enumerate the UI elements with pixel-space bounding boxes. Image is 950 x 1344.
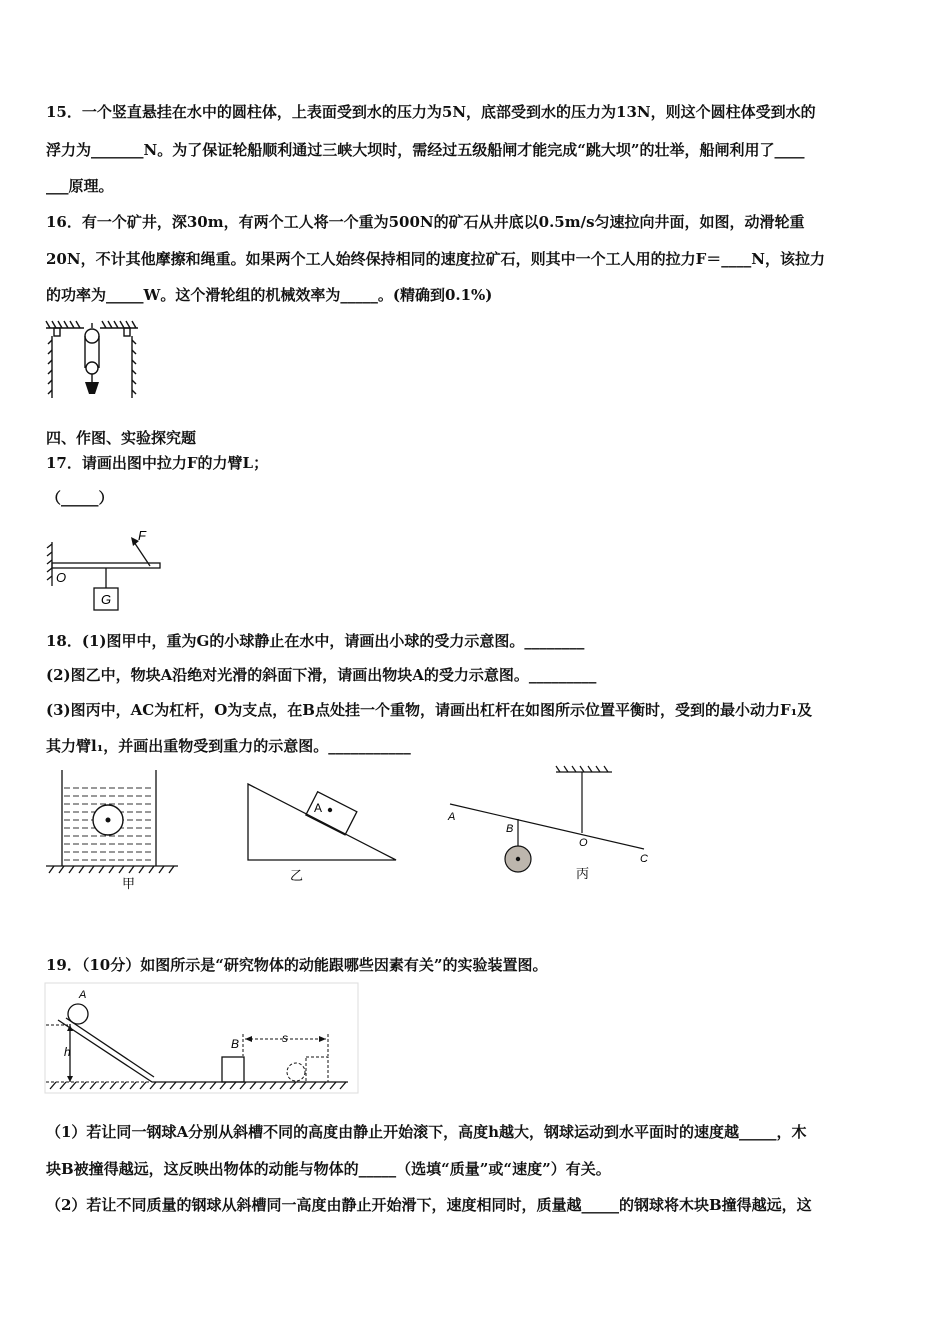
label-jia: 甲 bbox=[122, 876, 136, 891]
block-b-label: B bbox=[231, 1037, 240, 1051]
q16-line1: 16．有一个矿井，深30m，有两个工人将一个重为500N的矿石从井底以0.5m/s匀速拉向井面，如图，动滑轮重 bbox=[46, 213, 805, 231]
label-bing: 丙 bbox=[576, 866, 590, 881]
kinetic-energy-figure bbox=[44, 982, 362, 1098]
point-o: O bbox=[579, 837, 588, 849]
q17-line1: 17．请画出图中拉力F的力臂L； bbox=[46, 454, 269, 472]
distance-label: s bbox=[282, 1031, 288, 1045]
section-title: 四、作图、实验探究题 bbox=[46, 429, 197, 447]
height-label: h bbox=[64, 1045, 71, 1059]
figure-jia bbox=[44, 766, 180, 894]
q19-sub1-line2: 块B被撞得越远，这反映出物体的动能与物体的_____（选填“质量”或“速度”）有关。 bbox=[46, 1160, 611, 1178]
q19-line1: 19．（10分）如图所示是“研究物体的动能跟哪些因素有关”的实验装置图。 bbox=[46, 956, 548, 974]
point-a: A bbox=[448, 811, 456, 823]
block-a-label: A bbox=[314, 801, 323, 815]
q18-line4: 其力臂l₁，并画出重物受到重力的示意图。___________ bbox=[46, 737, 411, 755]
q19-sub1-line1: （1）若让同一钢球A分别从斜槽不同的高度由静止开始滚下，高度h越大，钢球运动到水平面时的速度越_____，木 bbox=[46, 1123, 807, 1141]
force-label: F bbox=[138, 528, 146, 543]
q18-line3: (3)图丙中，AC为杠杆，O为支点，在B点处挂一个重物，请画出杠杆在如图所示位置平衡时，受到的最小动力F₁及 bbox=[46, 701, 813, 719]
weight-label: G bbox=[101, 592, 112, 607]
q19-sub2-line1: （2）若让不同质量的钢球从斜槽同一高度由静止开始滑下，速度相同时，质量越_____的钢球将木块B撞得越远，这 bbox=[46, 1196, 812, 1214]
q15-line2: 浮力为_______N。为了保证轮船顺利通过三峡大坝时，需经过五级船闸才能完成“跳大坝”的壮举，船闸利用了____ bbox=[46, 141, 805, 159]
ball-a-label: A bbox=[79, 989, 87, 1001]
q16-line3: 的功率为_____W。这个滑轮组的机械效率为_____。(精确到0.1%) bbox=[46, 286, 493, 304]
q16-line2: 20N，不计其他摩擦和绳重。如果两个工人始终保持相同的速度拉矿石，则其中一个工人用的拉力F＝____N，该拉力 bbox=[46, 250, 825, 268]
figure-bing bbox=[442, 764, 658, 886]
q18-line2: (2)图乙中，物块A沿绝对光滑的斜面下滑，请画出物块A的受力示意图。_________ bbox=[46, 666, 597, 684]
pulley-figure bbox=[44, 318, 140, 400]
q18-line1: 18．(1)图甲中，重为G的小球静止在水中，请画出小球的受力示意图。________ bbox=[46, 632, 585, 650]
point-c: C bbox=[640, 853, 648, 865]
q15-line1: 15．一个竖直悬挂在水中的圆柱体，上表面受到水的压力为5N，底部受到水的压力为13N，则这个圆柱体受到水的 bbox=[46, 103, 816, 121]
q15-line3: ___原理。 bbox=[46, 177, 114, 195]
figure-yi bbox=[244, 780, 402, 886]
q17-line2: （_____） bbox=[46, 489, 114, 507]
point-b: B bbox=[506, 823, 514, 835]
label-yi: 乙 bbox=[290, 868, 304, 883]
lever-figure bbox=[44, 520, 168, 614]
pivot-label: O bbox=[56, 570, 67, 585]
